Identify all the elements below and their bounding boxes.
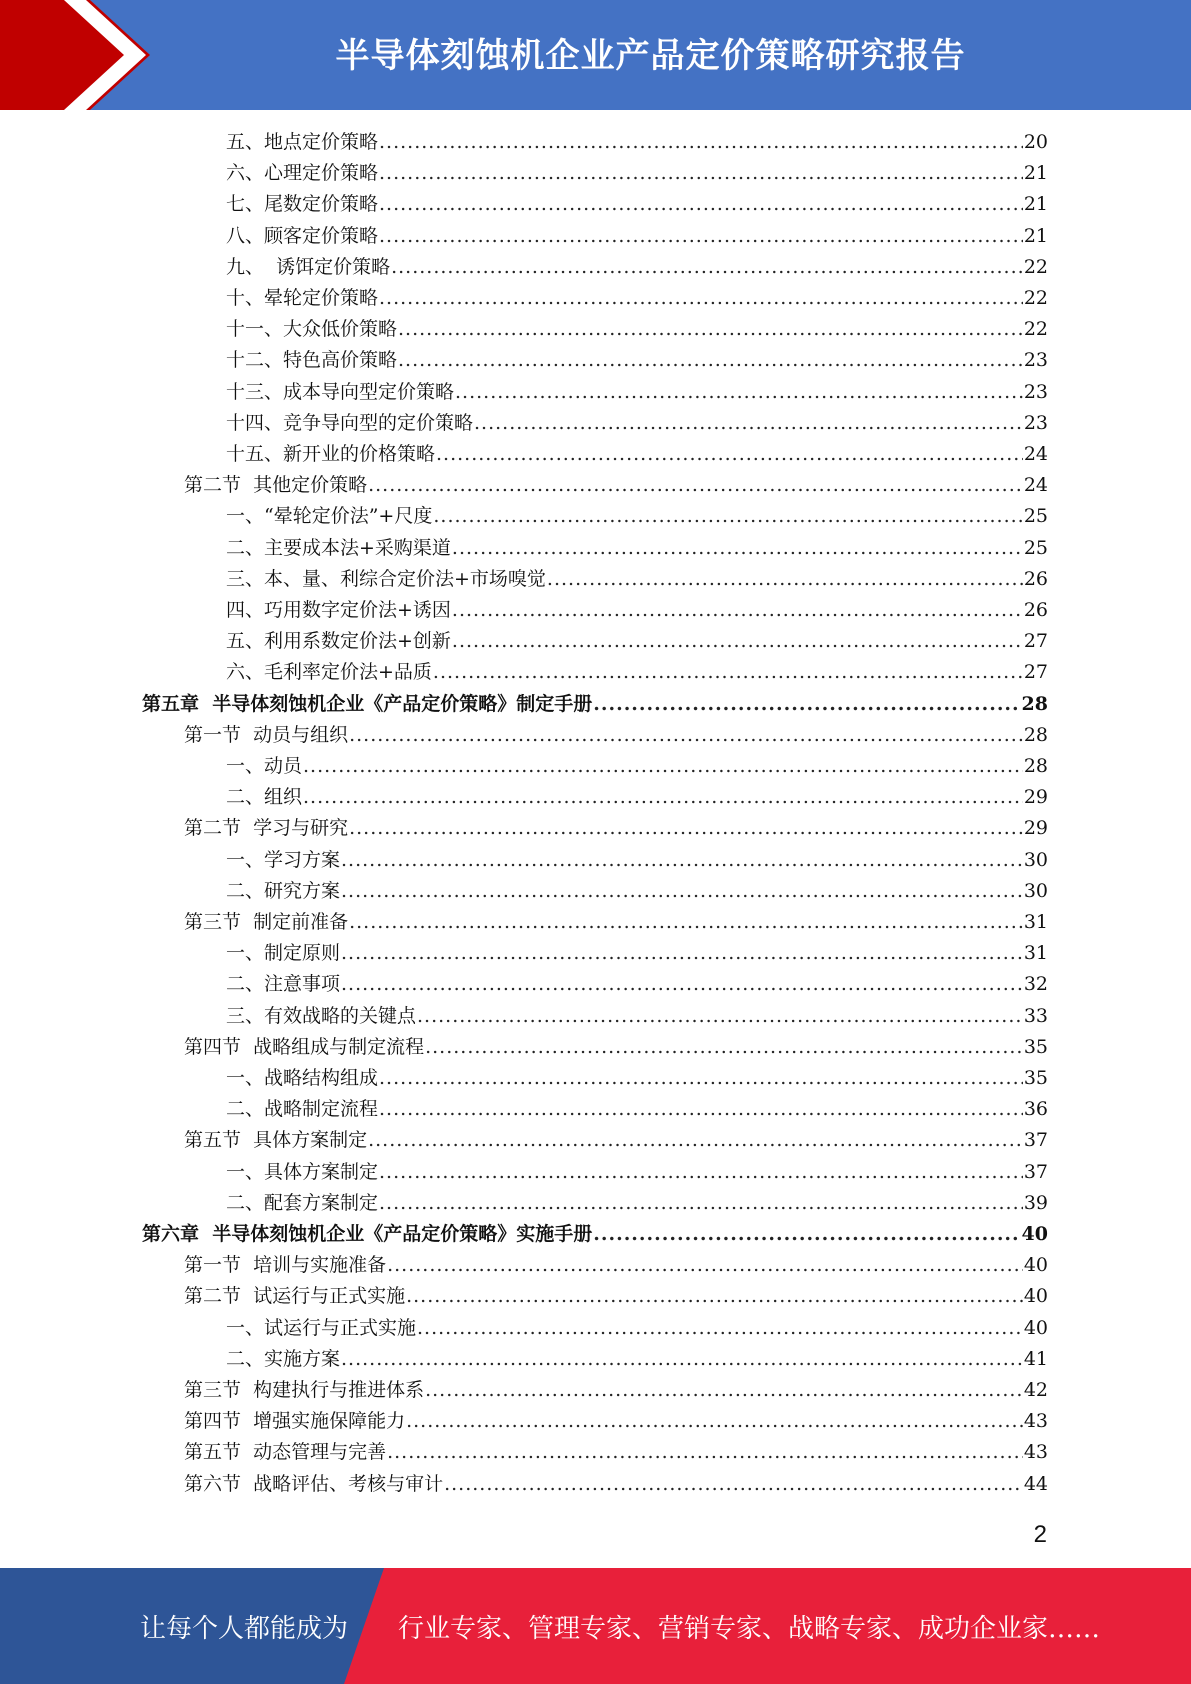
toc-section-entry[interactable] [184,1032,1048,1063]
toc-dot-leader [349,813,1023,844]
toc-section-entry[interactable] [184,1469,1048,1500]
page-number: 2 [1033,1521,1047,1548]
toc-subsection-entry[interactable] [226,1188,1048,1219]
toc-entry-page: 35 [1023,1035,1048,1058]
toc-dot-leader [406,1406,1023,1437]
toc-dot-leader [379,1157,1023,1188]
toc-dot-leader [349,907,1023,938]
toc-entry-page: 37 [1023,1129,1048,1152]
toc-entry-page: 42 [1023,1379,1048,1401]
footer-slogan-right: 行业专家、管理专家、营销专家、战略专家、成功企业家…… [398,1614,1101,1644]
toc-entry-page: 40 [1023,1316,1048,1339]
toc-entry-page: 24 [1023,474,1048,497]
toc-subsection-entry[interactable] [226,221,1048,252]
toc-entry-title: 第一节 动员与组织 [184,723,349,746]
toc-entry-page: 28 [1021,692,1048,715]
toc-dot-leader [452,533,1023,564]
toc-entry-title: 三、本、量、利综合定价法+市场嗅觉 [226,567,546,590]
toc-entry-title: 第五章 半导体刻蚀机企业《产品定价策略》制定手册 [142,692,593,715]
toc-entry-page: 39 [1023,1191,1048,1214]
toc-section-entry[interactable] [184,813,1048,844]
toc-dot-leader [398,345,1023,376]
toc-entry-title: 十三、成本导向型定价策略 [226,380,455,403]
toc-dot-leader [379,221,1023,252]
toc-dot-leader [303,751,1023,782]
toc-dot-leader [349,720,1023,751]
toc-entry-page: 43 [1023,1441,1048,1464]
toc-entry-title: 十五、新开业的价格策略 [226,443,436,465]
toc-entry-title: 九、 诱饵定价策略 [226,255,391,278]
toc-subsection-entry[interactable] [226,158,1048,189]
toc-dot-leader [341,1344,1023,1375]
toc-entry-page: 24 [1023,443,1048,465]
toc-entry-title: 一、战略结构组成 [226,1067,379,1089]
toc-entry-page: 25 [1023,536,1048,559]
toc-dot-leader [391,252,1023,283]
toc-dot-leader [368,1125,1023,1156]
toc-dot-leader [379,1063,1023,1094]
toc-entry-title: 第二节 学习与研究 [184,817,349,840]
toc-entry-title: 十二、特色高价策略 [226,349,398,372]
toc-subsection-entry[interactable] [226,969,1048,1000]
toc-subsection-entry[interactable] [226,533,1048,564]
toc-entry-page: 33 [1023,1004,1048,1027]
toc-subsection-entry[interactable] [226,1313,1048,1344]
toc-entry-title: 第六节 战略评估、考核与审计 [184,1472,444,1495]
toc-entry-page: 23 [1023,349,1048,372]
toc-subsection-entry[interactable] [226,408,1048,439]
toc-entry-title: 一、制定原则 [226,942,341,965]
toc-section-entry[interactable] [184,1437,1048,1468]
toc-dot-leader [341,969,1023,1000]
toc-subsection-entry[interactable] [226,595,1048,626]
toc-subsection-entry[interactable] [226,751,1048,782]
toc-subsection-entry[interactable] [226,1001,1048,1032]
toc-entry-title: 六、心理定价策略 [226,162,379,185]
toc-dot-leader [387,1250,1023,1281]
toc-entry-page: 32 [1023,973,1048,996]
toc-subsection-entry[interactable] [226,938,1048,969]
toc-dot-leader [341,845,1023,876]
toc-dot-leader [417,1001,1023,1032]
toc-entry-page: 26 [1023,567,1048,590]
toc-entry-page: 20 [1023,131,1048,153]
toc-entry-page: 30 [1023,848,1048,871]
toc-entry-page: 36 [1023,1098,1048,1121]
red-chevron-icon [0,0,170,110]
toc-dot-leader [379,283,1023,314]
toc-entry-title: 第一节 培训与实施准备 [184,1254,387,1277]
toc-subsection-entry[interactable] [226,501,1048,532]
toc-entry-title: 十一、大众低价策略 [226,318,398,341]
toc-entry-title: 一、学习方案 [226,848,341,871]
toc-dot-leader [379,189,1023,220]
toc-entry-title: 第四节 增强实施保障能力 [184,1410,406,1433]
toc-section-entry[interactable] [184,1125,1048,1156]
toc-entry-page: 22 [1023,287,1048,309]
toc-subsection-entry[interactable] [226,283,1048,314]
toc-entry-title: 二、战略制定流程 [226,1098,379,1121]
toc-dot-leader [379,1188,1023,1219]
toc-entry-title: 二、组织 [226,786,303,809]
toc-entry-title: 二、配套方案制定 [226,1191,379,1214]
toc-entry-title: 第二节 试运行与正式实施 [184,1285,406,1308]
toc-entry-page: 27 [1023,630,1048,653]
toc-entry-page: 21 [1023,162,1048,185]
toc-chapter-entry[interactable] [142,689,1048,720]
toc-subsection-entry[interactable] [226,876,1048,907]
toc-entry-title: 十四、竞争导向型的定价策略 [226,411,474,434]
footer-banner [0,1568,1191,1684]
toc-entry-title: 五、利用系数定价法+创新 [226,630,451,653]
toc-entry-title: 第六章 半导体刻蚀机企业《产品定价策略》实施手册 [142,1223,593,1245]
toc-entry-page: 28 [1023,755,1048,777]
toc-entry-title: 六、毛利率定价法+品质 [226,661,432,684]
toc-chapter-entry[interactable] [142,1219,1048,1250]
toc-dot-leader [547,564,1023,595]
toc-entry-page: 40 [1023,1285,1048,1308]
toc-entry-title: 第五节 动态管理与完善 [184,1441,387,1464]
toc-section-entry[interactable] [184,1281,1048,1312]
toc-section-entry[interactable] [184,470,1048,501]
toc-entry-title: 三、有效战略的关键点 [226,1004,417,1027]
toc-dot-leader [593,1219,1020,1250]
toc-dot-leader [387,1437,1023,1468]
toc-subsection-entry[interactable] [226,1094,1048,1125]
toc-entry-page: 37 [1023,1160,1048,1183]
toc-entry-page: 23 [1023,380,1048,403]
toc-entry-page: 22 [1023,255,1048,278]
toc-section-entry[interactable] [184,720,1048,751]
toc-dot-leader [417,1313,1023,1344]
toc-dot-leader [341,876,1023,907]
toc-dot-leader [436,439,1023,470]
toc-entry-title: 二、主要成本法+采购渠道 [226,536,451,559]
toc-dot-leader [303,782,1023,813]
toc-subsection-entry[interactable] [226,1157,1048,1188]
toc-entry-page: 29 [1023,786,1048,809]
toc-subsection-entry[interactable] [226,1344,1048,1375]
toc-dot-leader [452,626,1023,657]
toc-entry-page: 22 [1023,318,1048,341]
footer-slogan-left: 让每个人都能成为 [140,1614,349,1644]
toc-entry-title: 十、晕轮定价策略 [226,287,379,309]
toc-subsection-entry[interactable] [226,1063,1048,1094]
toc-dot-leader [455,377,1023,408]
toc-entry-title: 二、注意事项 [226,973,341,996]
toc-entry-title: 一、试运行与正式实施 [226,1316,417,1339]
toc-dot-leader [425,1375,1023,1406]
header-banner [0,0,1191,110]
toc-dot-leader [379,158,1023,189]
toc-entry-page: 31 [1023,911,1048,933]
toc-section-entry[interactable] [184,1375,1048,1406]
toc-entry-title: 七、尾数定价策略 [226,193,379,216]
toc-entry-page: 43 [1023,1410,1048,1433]
toc-dot-leader [444,1469,1023,1500]
toc-dot-leader [341,938,1023,969]
toc-entry-title: 一、动员 [226,755,303,777]
toc-subsection-entry[interactable] [226,252,1048,283]
toc-dot-leader [433,657,1023,688]
toc-entry-page: 21 [1023,224,1048,247]
toc-subsection-entry[interactable] [226,657,1048,688]
toc-entry-title: 一、“晕轮定价法”+尺度 [226,505,433,528]
toc-entry-page: 25 [1023,505,1048,528]
toc-entry-title: 第三节 构建执行与推进体系 [184,1379,425,1401]
toc-section-entry[interactable] [184,1250,1048,1281]
toc-entry-page: 29 [1023,817,1048,840]
toc-subsection-entry[interactable] [226,127,1048,158]
toc-subsection-entry[interactable] [226,439,1048,470]
toc-subsection-entry[interactable] [226,564,1048,595]
toc-subsection-entry[interactable] [226,189,1048,220]
toc-entry-page: 41 [1023,1347,1048,1370]
toc-entry-title: 二、研究方案 [226,879,341,902]
toc-dot-leader [379,1094,1023,1125]
toc-subsection-entry[interactable] [226,845,1048,876]
toc-entry-page: 27 [1023,661,1048,684]
toc-entry-page: 28 [1023,723,1048,746]
toc-dot-leader [593,689,1020,720]
toc-subsection-entry[interactable] [226,314,1048,345]
toc-entry-page: 30 [1023,879,1048,902]
toc-entry-title: 四、巧用数字定价法+诱因 [226,599,451,621]
toc-entry-title: 第四节 战略组成与制定流程 [184,1035,425,1058]
toc-entry-page: 23 [1023,411,1048,434]
toc-dot-leader [425,1032,1023,1063]
toc-entry-title: 二、实施方案 [226,1347,341,1370]
toc-entry-page: 44 [1023,1472,1048,1495]
toc-section-entry[interactable] [184,907,1048,938]
toc-entry-title: 五、地点定价策略 [226,131,379,153]
toc-dot-leader [368,470,1023,501]
toc-entry-title: 第二节 其他定价策略 [184,474,368,497]
document-title: 半导体刻蚀机企业产品定价策略研究报告 [335,36,966,76]
toc-subsection-entry[interactable] [226,782,1048,813]
toc-entry-title: 第三节 制定前准备 [184,911,349,933]
toc-dot-leader [474,408,1023,439]
toc-subsection-entry[interactable] [226,626,1048,657]
toc-entry-title: 第五节 具体方案制定 [184,1129,368,1152]
toc-dot-leader [398,314,1023,345]
toc-entry-page: 26 [1023,599,1048,621]
toc-subsection-entry[interactable] [226,377,1048,408]
toc-dot-leader [433,501,1022,532]
toc-dot-leader [379,127,1023,158]
toc-entry-page: 40 [1021,1223,1048,1245]
toc-entry-page: 40 [1023,1254,1048,1277]
toc-entry-page: 35 [1023,1067,1048,1089]
toc-dot-leader [452,595,1023,626]
toc-entry-page: 31 [1023,942,1048,965]
toc-dot-leader [406,1281,1023,1312]
toc-section-entry[interactable] [184,1406,1048,1437]
toc-entry-title: 八、顾客定价策略 [226,224,379,247]
toc-entry-page: 21 [1023,193,1048,216]
toc-subsection-entry[interactable] [226,345,1048,376]
toc-entry-title: 一、具体方案制定 [226,1160,379,1183]
